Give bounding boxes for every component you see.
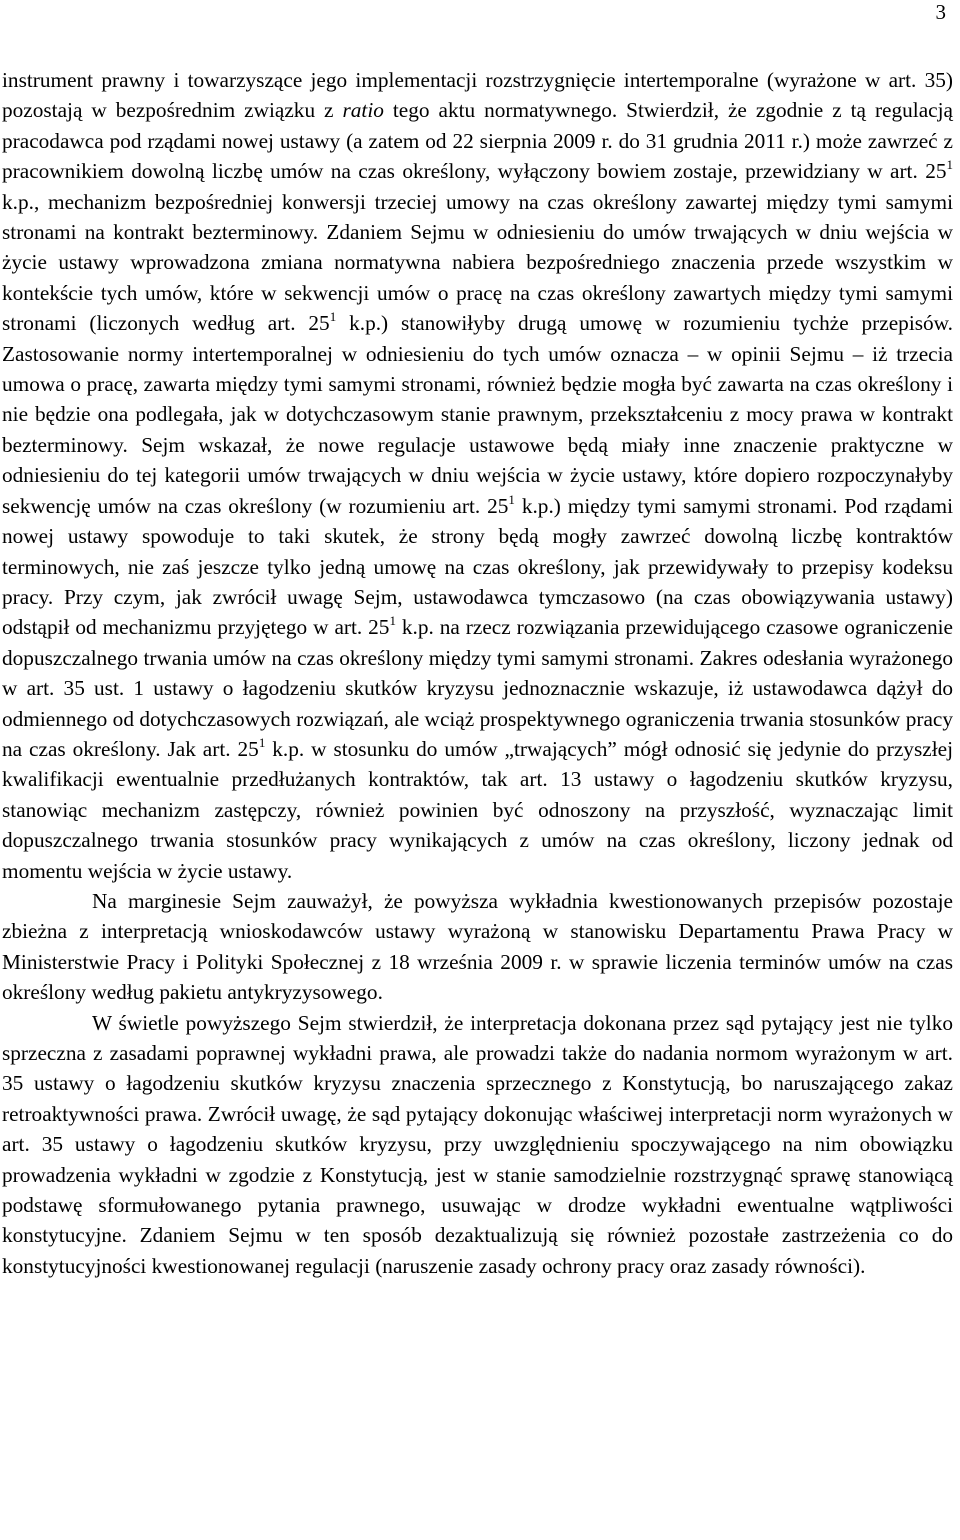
superscript: 1 bbox=[329, 309, 337, 325]
text-run: k.p. w stosunku do umów „trwających” mógł odnosić się jedynie do przyszłej kwalifikacji ewentualnie przedłużanych kontraktów, tak art. 13 ustawy o łagodzeniu skutków kryzysu, stanowiąc mechanizm zastępczy, również powinien być odnoszony na przyszłość, wyznaczając limit dopuszczalnego trwania stosunków pracy wynikających z umów na czas określony, liczony jednak od momentu wejścia w życie ustawy. bbox=[2, 736, 953, 883]
paragraph bbox=[2, 1008, 953, 1282]
text-run: W świetle powyższego Sejm stwierdził, że interpretacja dokonana przez sąd pytający jest nie tylko sprzeczna z zasadami poprawnej wykładni prawa, ale prowadzi także do nadania normom wyrażonym w art. 35 ustawy o łagodzeniu skutków kryzysu znaczenia sprzecznego z Konstytucją, bo naruszającego zakaz retroaktywności prawa. Zwrócił uwagę, że sąd pytający dokonując właściwej interpretacji norm wyrażonych w art. 35 ustawy o łagodzeniu skutków kryzysu, przy uwzględnieniu spoczywającego na nim obowiązku prowadzenia wykładni w zgodzie z Konstytucją, jest w stanie samodzielnie rozstrzygnąć sprawę stanowiącą podstawę sformułowanego pytania prawnego, usuwając w drodze wykładni ewentualne wątpliwości konstytucyjne. Zdaniem Sejmu w ten sposób dezaktualizują się również pozostałe zastrzeżenia co do konstytucyjności kwestionowanej regulacji (naruszenie zasady ochrony pracy oraz zasady równości). bbox=[2, 1010, 953, 1278]
superscript: 1 bbox=[508, 491, 515, 507]
page-number: 3 bbox=[935, 0, 946, 24]
document-body bbox=[2, 65, 953, 1281]
superscript: 1 bbox=[258, 734, 266, 750]
text-run: k.p.) stanowiłyby drugą umowę w rozumieniu tychże przepisów. Zastosowanie normy intertemporalnej w odniesieniu do tych umów oznacza – w opinii Sejmu – iż trzecia umowa o pracę, zawarta między tymi samymi stronami, również będzie mogła być zawarta na czas określony i nie będzie ona podlegała, jak w dotychczasowym stanie prawnym, przekształceniu z mocy prawa w kontrakt bezterminowy. Sejm wskazał, że nowe regulacje ustawowe będą miały inne znaczenie praktyczne w odniesieniu do tej kategorii umów trwających w dniu wejścia w życie ustawy, które dopiero rozpoczynałyby sekwencję umów na czas określony (w rozumieniu art. 25 bbox=[2, 311, 954, 518]
superscript: 1 bbox=[946, 157, 953, 173]
paragraph bbox=[2, 65, 953, 886]
text-run: tego aktu normatywnego. Stwierdził, że zgodnie z tą regulacją pracodawca pod rządami nowej ustawy (a zatem od 22 sierpnia 2009 r. do 31 grudnia 2011 r.) może zawrzeć z pracownikiem dowolną liczbę umów na czas określony, wyłączony bowiem zostaje, przewidziany w art. 25 bbox=[2, 98, 953, 184]
paragraph bbox=[2, 886, 953, 1008]
italic-term: ratio bbox=[342, 98, 384, 123]
text-run: k.p. na rzecz rozwiązania przewidującego czasowe ograniczenie dopuszczalnego trwania umów na czas określony między tymi samymi stronami. Zakres odesłania wyrażonego w art. 35 ust. 1 ustawy o łagodzeniu skutków kryzysu jednoznacznie wskazuje, iż ustawodawca dążył do odmiennego od dotychczasowych rozwiązań, ale wciąż prospektywnego ograniczenia trwania stosunków pracy na czas określony. Jak art. 25 bbox=[2, 615, 953, 761]
text-run: k.p.) między tymi samymi stronami. Pod rządami nowej ustawy spowoduje to taki skutek, że strony będą mogły zawrzeć dowolną liczbę kontraktów terminowych, nie zaś jeszcze tylko jedną umowę na czas określony, jak przewidywały to przepisy kodeksu pracy. Przy czym, jak zwrócił uwagę Sejm, ustawodawca tymczasowo (na czas obowiązywania ustawy) odstąpił od mechanizmu przyjętego w art. 25 bbox=[2, 493, 953, 640]
superscript: 1 bbox=[389, 613, 396, 629]
text-run: k.p., mechanizm bezpośredniej konwersji trzeciej umowy na czas określony zawartej między tymi samymi stronami na kontrakt bezterminowy. Zdaniem Sejmu w odniesieniu do umów trwających w dniu wejścia w życie ustawy wprowadzona zmiana normatywna nabiera bezpośredniego znaczenia przede wszystkim w kontekście tych umów, które w sekwencji umów o pracę na czas określony zawartych między tymi samymi stronami (liczonych według art. 25 bbox=[2, 189, 953, 336]
text-run: Na marginesie Sejm zauważył, że powyższa wykładnia kwestionowanych przepisów pozostaje zbieżna z interpretacją wnioskodawców ustawy wyrażoną w stanowisku Departamentu Prawa Pracy w Ministerstwie Pracy i Polityki Społecznej z 18 września 2009 r. w sprawie liczenia terminów umów na czas określony według pakietu antykryzysowego. bbox=[2, 888, 953, 1005]
text-run: instrument prawny i towarzyszące jego implementacji rozstrzygnięcie intertemporalne (wyrażone w art. 35) pozostają w bezpośrednim związku z bbox=[2, 68, 953, 123]
